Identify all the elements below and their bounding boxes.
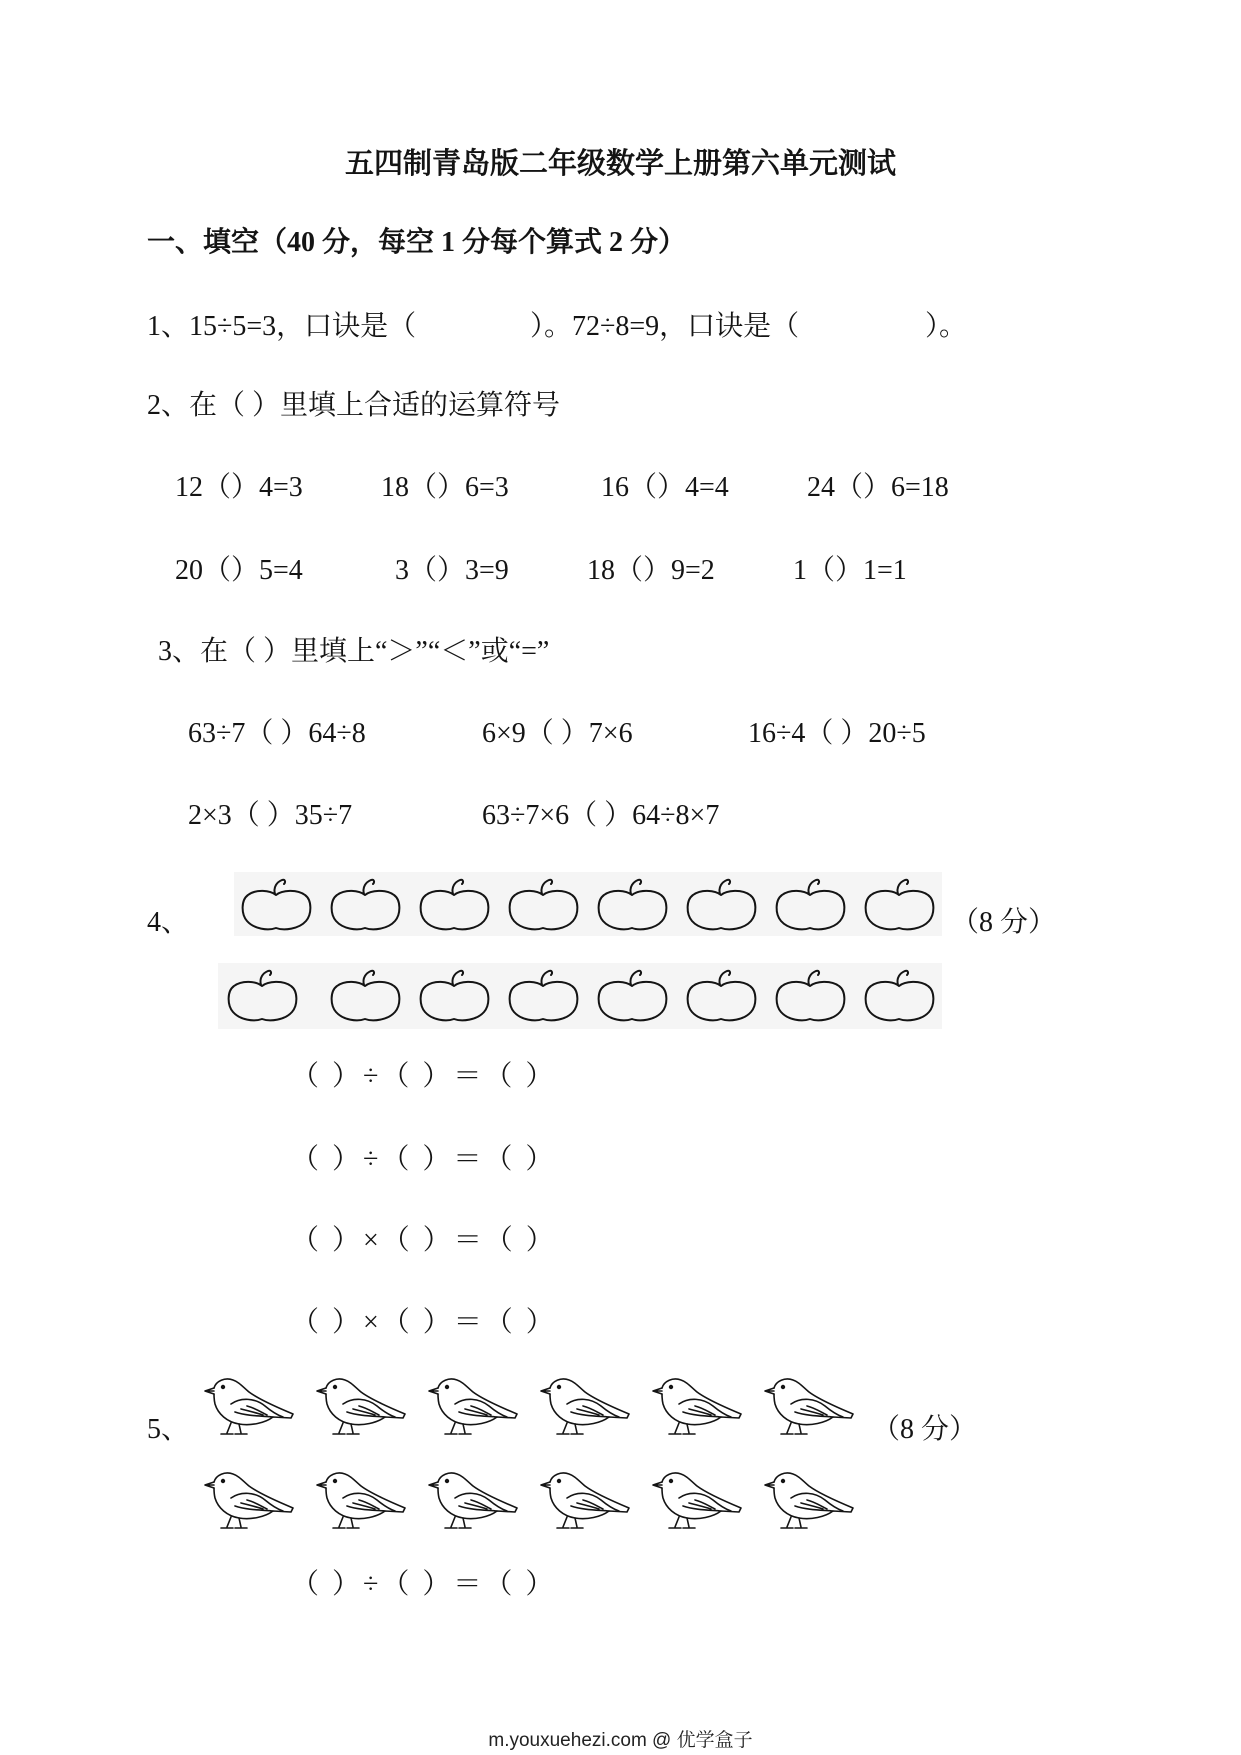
apple-icon [863, 969, 936, 1022]
question-4-label: 4、 [147, 907, 190, 938]
operator-expression: 3（）3=9 [395, 555, 509, 586]
operator-expression: 20（）5=4 [175, 555, 303, 586]
apple-icon [774, 969, 847, 1022]
operator-expression: 18（）9=2 [587, 555, 715, 586]
apple-icon [685, 969, 758, 1022]
bird-icon [427, 1376, 519, 1440]
apple-icon [507, 969, 580, 1022]
apple-icon [329, 969, 402, 1022]
operator-expression: 12（）4=3 [175, 472, 303, 503]
operator-expression: 24（）6=18 [807, 472, 949, 503]
equation-blank: （ ）×（ ）＝（ ） [291, 1307, 557, 1338]
bird-icon [651, 1470, 743, 1534]
bird-icon [539, 1376, 631, 1440]
question-5-label: 5、 [147, 1414, 190, 1445]
bird-icon [651, 1376, 743, 1440]
bird-icon [763, 1376, 855, 1440]
page-title: 五四制青岛版二年级数学上册第六单元测试 [344, 148, 896, 180]
bird-icon [315, 1470, 407, 1534]
apple-icon [418, 969, 491, 1022]
apple-icon [685, 878, 758, 931]
comparison-expression: 63÷7×6（ ）64÷8×7 [482, 800, 720, 831]
question-4-score: （8 分） [951, 907, 1057, 938]
apple-icon [226, 969, 299, 1022]
operator-expression: 18（）6=3 [381, 472, 509, 503]
question-2-prompt: 2、在（ ）里填上合适的运算符号 [147, 390, 561, 421]
bird-icon [315, 1376, 407, 1440]
apple-icon [507, 878, 580, 931]
bird-icon [203, 1376, 295, 1440]
apple-icon [596, 878, 669, 931]
bird-icon [203, 1470, 295, 1534]
question-5-score: （8 分） [872, 1414, 978, 1445]
apple-icon [596, 969, 669, 1022]
equation-blank: （ ）×（ ）＝（ ） [291, 1225, 557, 1256]
operator-expression: 16（）4=4 [601, 472, 729, 503]
operator-expression: 1（）1=1 [793, 555, 907, 586]
footer-watermark: m.youxuehezi.com @ 优学盒子 [488, 1730, 753, 1751]
apple-icon [863, 878, 936, 931]
comparison-expression: 16÷4（ ）20÷5 [748, 718, 926, 749]
apple-icon [774, 878, 847, 931]
answer-blank [434, 310, 530, 344]
answer-blank [829, 310, 925, 344]
apple-icon [418, 878, 491, 931]
comparison-expression: 63÷7（ ）64÷8 [188, 718, 366, 749]
question-1-text: 1、15÷5=3，口诀是（ [147, 311, 417, 342]
section-heading: 一、填空（40 分，每空 1 分每个算式 2 分） [147, 227, 687, 258]
comparison-expression: 6×9（ ）7×6 [482, 718, 633, 749]
equation-blank: （ ）÷（ ）＝（ ） [291, 1144, 557, 1175]
comparison-expression: 2×3（ ）35÷7 [188, 800, 353, 831]
apple-icon [240, 878, 313, 931]
bird-icon [539, 1470, 631, 1534]
apple-icon [329, 878, 402, 931]
equation-blank: （ ）÷（ ）＝（ ） [291, 1569, 557, 1600]
bird-icon [763, 1470, 855, 1534]
question-3-prompt: 3、在（ ）里填上“＞”“＜”或“=” [158, 636, 550, 667]
equation-blank: （ ）÷（ ）＝（ ） [291, 1061, 557, 1092]
question-1-text: ）。 [925, 311, 968, 342]
bird-icon [427, 1470, 519, 1534]
question-1-text: ）。72÷8=9，口诀是（ [530, 311, 800, 342]
